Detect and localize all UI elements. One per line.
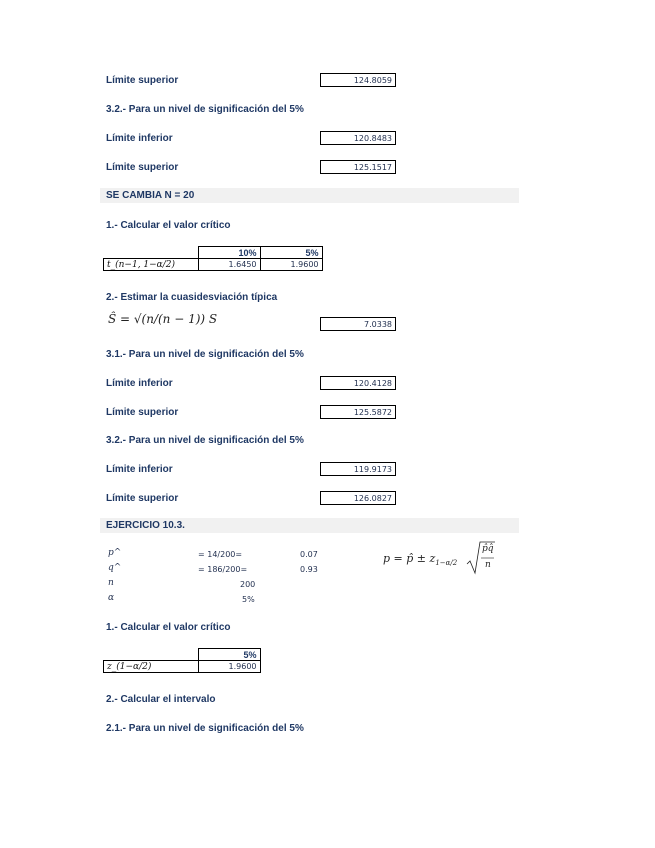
limite-inferior-value: 120.8483	[320, 131, 396, 145]
row-label-t: t_(n−1, 1−α/2)	[104, 259, 199, 271]
limite-inferior-label: Límite inferior	[106, 133, 173, 144]
param-symbol-n: n	[108, 578, 114, 588]
limite-superior-value-b1: 125.5872	[320, 405, 396, 419]
subheading-3-1: 3.1.- Para un nivel de significación del 5%	[106, 349, 304, 360]
limite-inferior-label-b1: Límite inferior	[106, 378, 173, 389]
limite-superior-label-2: Límite superior	[106, 162, 179, 173]
limite-superior-value: 124.8059	[320, 73, 396, 87]
param-value-q: 0.93	[300, 565, 318, 574]
param-value-n: 200	[240, 580, 256, 589]
limite-superior-label-b2: Límite superior	[106, 493, 179, 504]
proportion-interval-formula	[383, 552, 457, 567]
col-header-10: 10%	[198, 247, 260, 259]
limite-superior-value-2: 125.1517	[320, 160, 396, 174]
limite-inferior-label-b2: Límite inferior	[106, 464, 173, 475]
subheading-2-1: 2.1.- Para un nivel de significación del 5%	[106, 723, 304, 734]
limite-superior-label: Límite superior	[106, 75, 179, 86]
param-value-p: 0.07	[300, 550, 318, 559]
band-title-ejercicio: EJERCICIO 10.3.	[106, 520, 185, 531]
z-critical-table	[103, 648, 261, 673]
formula-subscript: 1−α/2	[435, 559, 458, 568]
limite-inferior-value-b2: 119.9173	[320, 462, 396, 476]
limite-superior-label-b1: Límite superior	[106, 407, 179, 418]
s-hat-value: 7.0338	[320, 317, 396, 331]
section-band-ejercicio	[100, 518, 519, 533]
param-expr-p: = 14/200=	[198, 550, 243, 559]
param-symbol-alpha: α	[108, 593, 115, 603]
critical-value-table	[103, 246, 323, 271]
limite-superior-value-b2: 126.0827	[320, 491, 396, 505]
heading-cuasidesviacion: 2.- Estimar la cuasidesviación típica	[106, 292, 278, 303]
band-title: SE CAMBIA N = 20	[106, 190, 195, 201]
z-row-label: z_(1−α/2)	[104, 661, 199, 673]
heading-calcular-intervalo: 2.- Calcular el intervalo	[106, 694, 216, 705]
limite-inferior-value-b1: 120.4128	[320, 376, 396, 390]
value-5: 1.9600	[260, 259, 322, 271]
z-col-header-5: 5%	[198, 649, 260, 661]
heading-valor-critico: 1.- Calcular el valor crítico	[106, 220, 231, 231]
param-symbol-p: p^	[108, 548, 122, 558]
param-value-alpha: 5%	[242, 595, 255, 604]
section-band-se-cambia	[100, 188, 519, 203]
col-header-5: 5%	[260, 247, 322, 259]
heading-valor-critico-z: 1.- Calcular el valor crítico	[106, 622, 231, 633]
param-symbol-q: q^	[108, 563, 122, 573]
subheading-3-2: 3.2.- Para un nivel de significación del 5%	[106, 104, 304, 115]
param-expr-q: = 186/200=	[198, 565, 248, 574]
subheading-3-2-b: 3.2.- Para un nivel de significación del 5%	[106, 435, 304, 446]
formula-numerator: p̂q̂	[482, 544, 494, 554]
formula-left: p = p̂ ± z	[383, 552, 436, 565]
z-value: 1.9600	[198, 661, 260, 673]
formula-denominator: n	[485, 560, 491, 570]
formula-s-hat: Ŝ = √(n/(n − 1)) S	[108, 312, 218, 326]
value-10: 1.6450	[198, 259, 260, 271]
